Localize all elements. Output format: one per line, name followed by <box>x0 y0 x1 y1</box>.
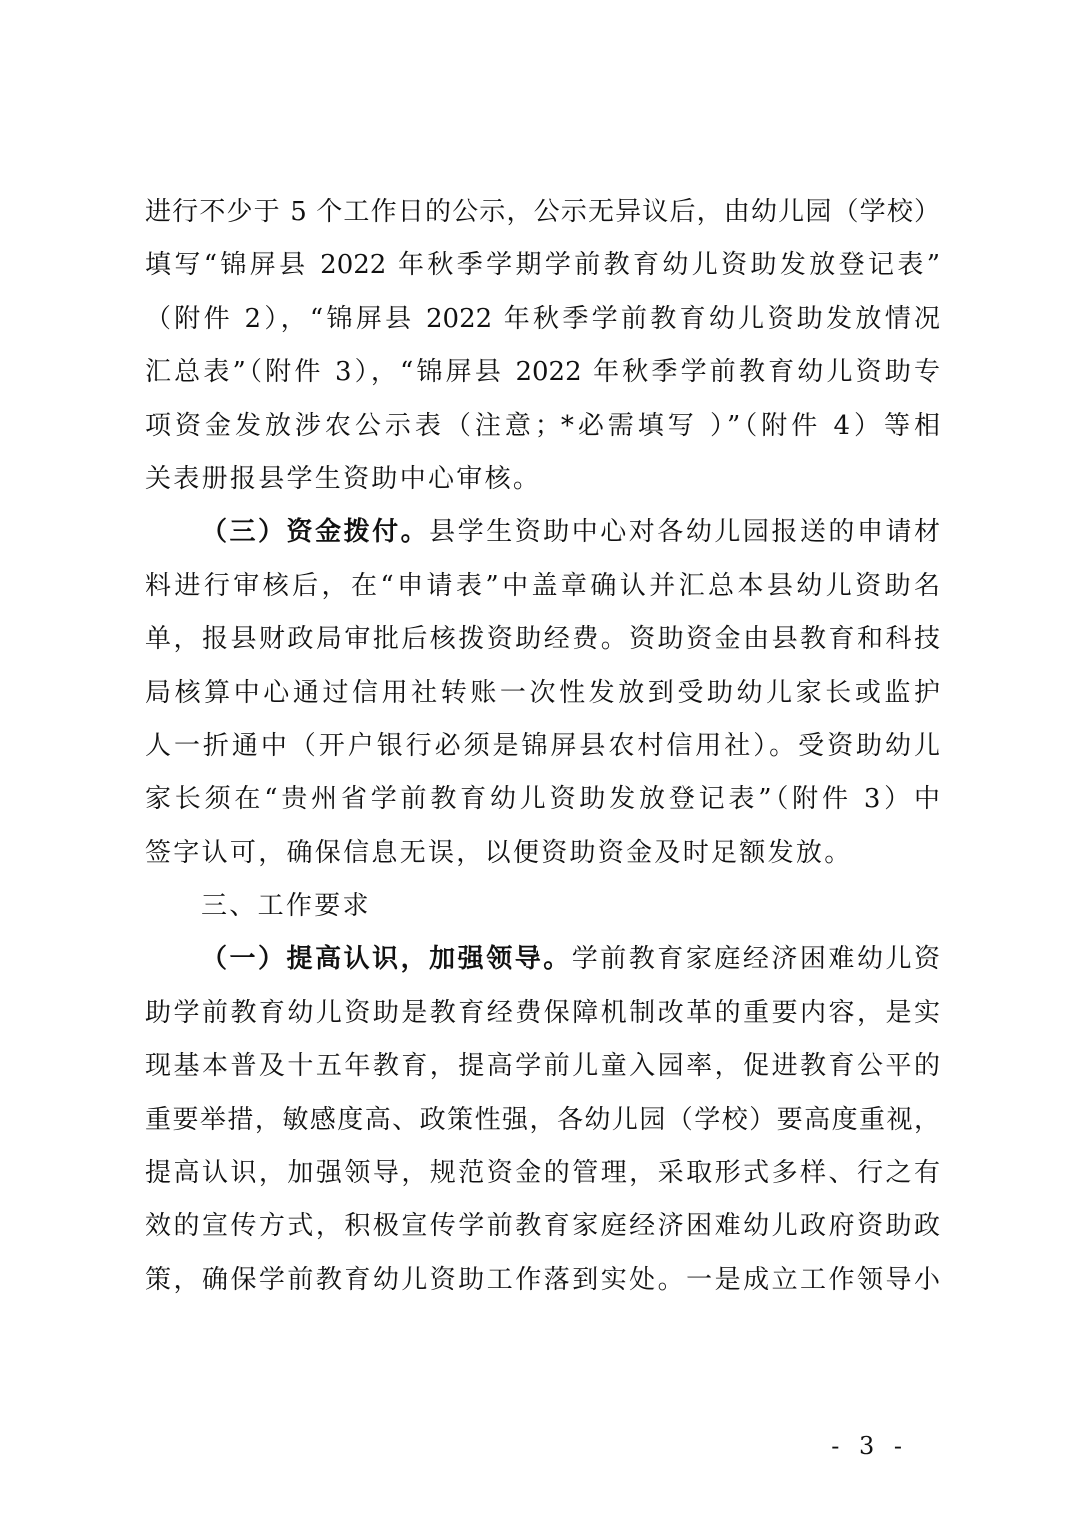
text-line: 局核算中心通过信用社转账一次性发放到受助幼儿家长或监护 <box>145 677 940 708</box>
text-line: 家长须在“贵州省学前教育幼儿资助发放登记表”（附件 3）中 <box>145 784 940 815</box>
chapter-heading: 三、工作要求 <box>201 891 371 922</box>
body-text <box>145 186 940 1307</box>
section-heading-rest: 学前教育家庭经济困难幼儿资 <box>571 944 940 975</box>
page-number: - 3 - <box>831 1432 908 1460</box>
text-line: 重要举措，敏感度高、政策性强，各幼儿园（学校）要高度重视， <box>145 1104 940 1135</box>
text-line: 签字认可，确保信息无误，以便资助资金及时足额发放。 <box>145 837 853 868</box>
section-heading-rest: 县学生资助中心对各幼儿园报送的申请材 <box>429 517 940 548</box>
section-heading-line <box>145 506 940 559</box>
text-line: 汇总表”（附件 3），“锦屏县 2022 年秋季学前教育幼儿资助专 <box>145 357 940 388</box>
text-line: 进行不少于 5 个工作日的公示，公示无异议后，由幼儿园（学校） <box>145 197 940 227</box>
text-line: （附件 2），“锦屏县 2022 年秋季学前教育幼儿资助发放情况 <box>145 303 940 334</box>
text-line: 策，确保学前教育幼儿资助工作落到实处。一是成立工作领导小 <box>145 1264 940 1295</box>
text-line: 料进行审核后，在“申请表”中盖章确认并汇总本县幼儿资助名 <box>145 570 940 601</box>
text-line: 提高认识，加强领导，规范资金的管理，采取形式多样、行之有 <box>145 1158 940 1189</box>
section-heading-line <box>145 933 940 986</box>
text-line: 单，报县财政局审批后核拨资助经费。资助资金由县教育和科技 <box>145 624 940 655</box>
section-heading-bold: （一）提高认识，加强领导。 <box>201 944 572 975</box>
text-line: 项资金发放涉农公示表（注意；*必需填写 ）”（附件 4）等相 <box>145 410 940 441</box>
text-line: 填写“锦屏县 2022 年秋季学期学前教育幼儿资助发放登记表” <box>145 250 940 281</box>
section-heading-bold: （三）资金拨付。 <box>201 517 430 548</box>
text-line: 关表册报县学生资助中心审核。 <box>145 463 542 494</box>
text-line: 人一折通中（开户银行必须是锦屏县农村信用社）。受资助幼儿 <box>145 730 940 761</box>
text-line: 效的宣传方式，积极宣传学前教育家庭经济困难幼儿政府资助政 <box>145 1211 940 1242</box>
text-line: 现基本普及十五年教育，提高学前儿童入园率，促进教育公平的 <box>145 1051 940 1082</box>
text-line: 助学前教育幼儿资助是教育经费保障机制改革的重要内容，是实 <box>145 997 940 1028</box>
